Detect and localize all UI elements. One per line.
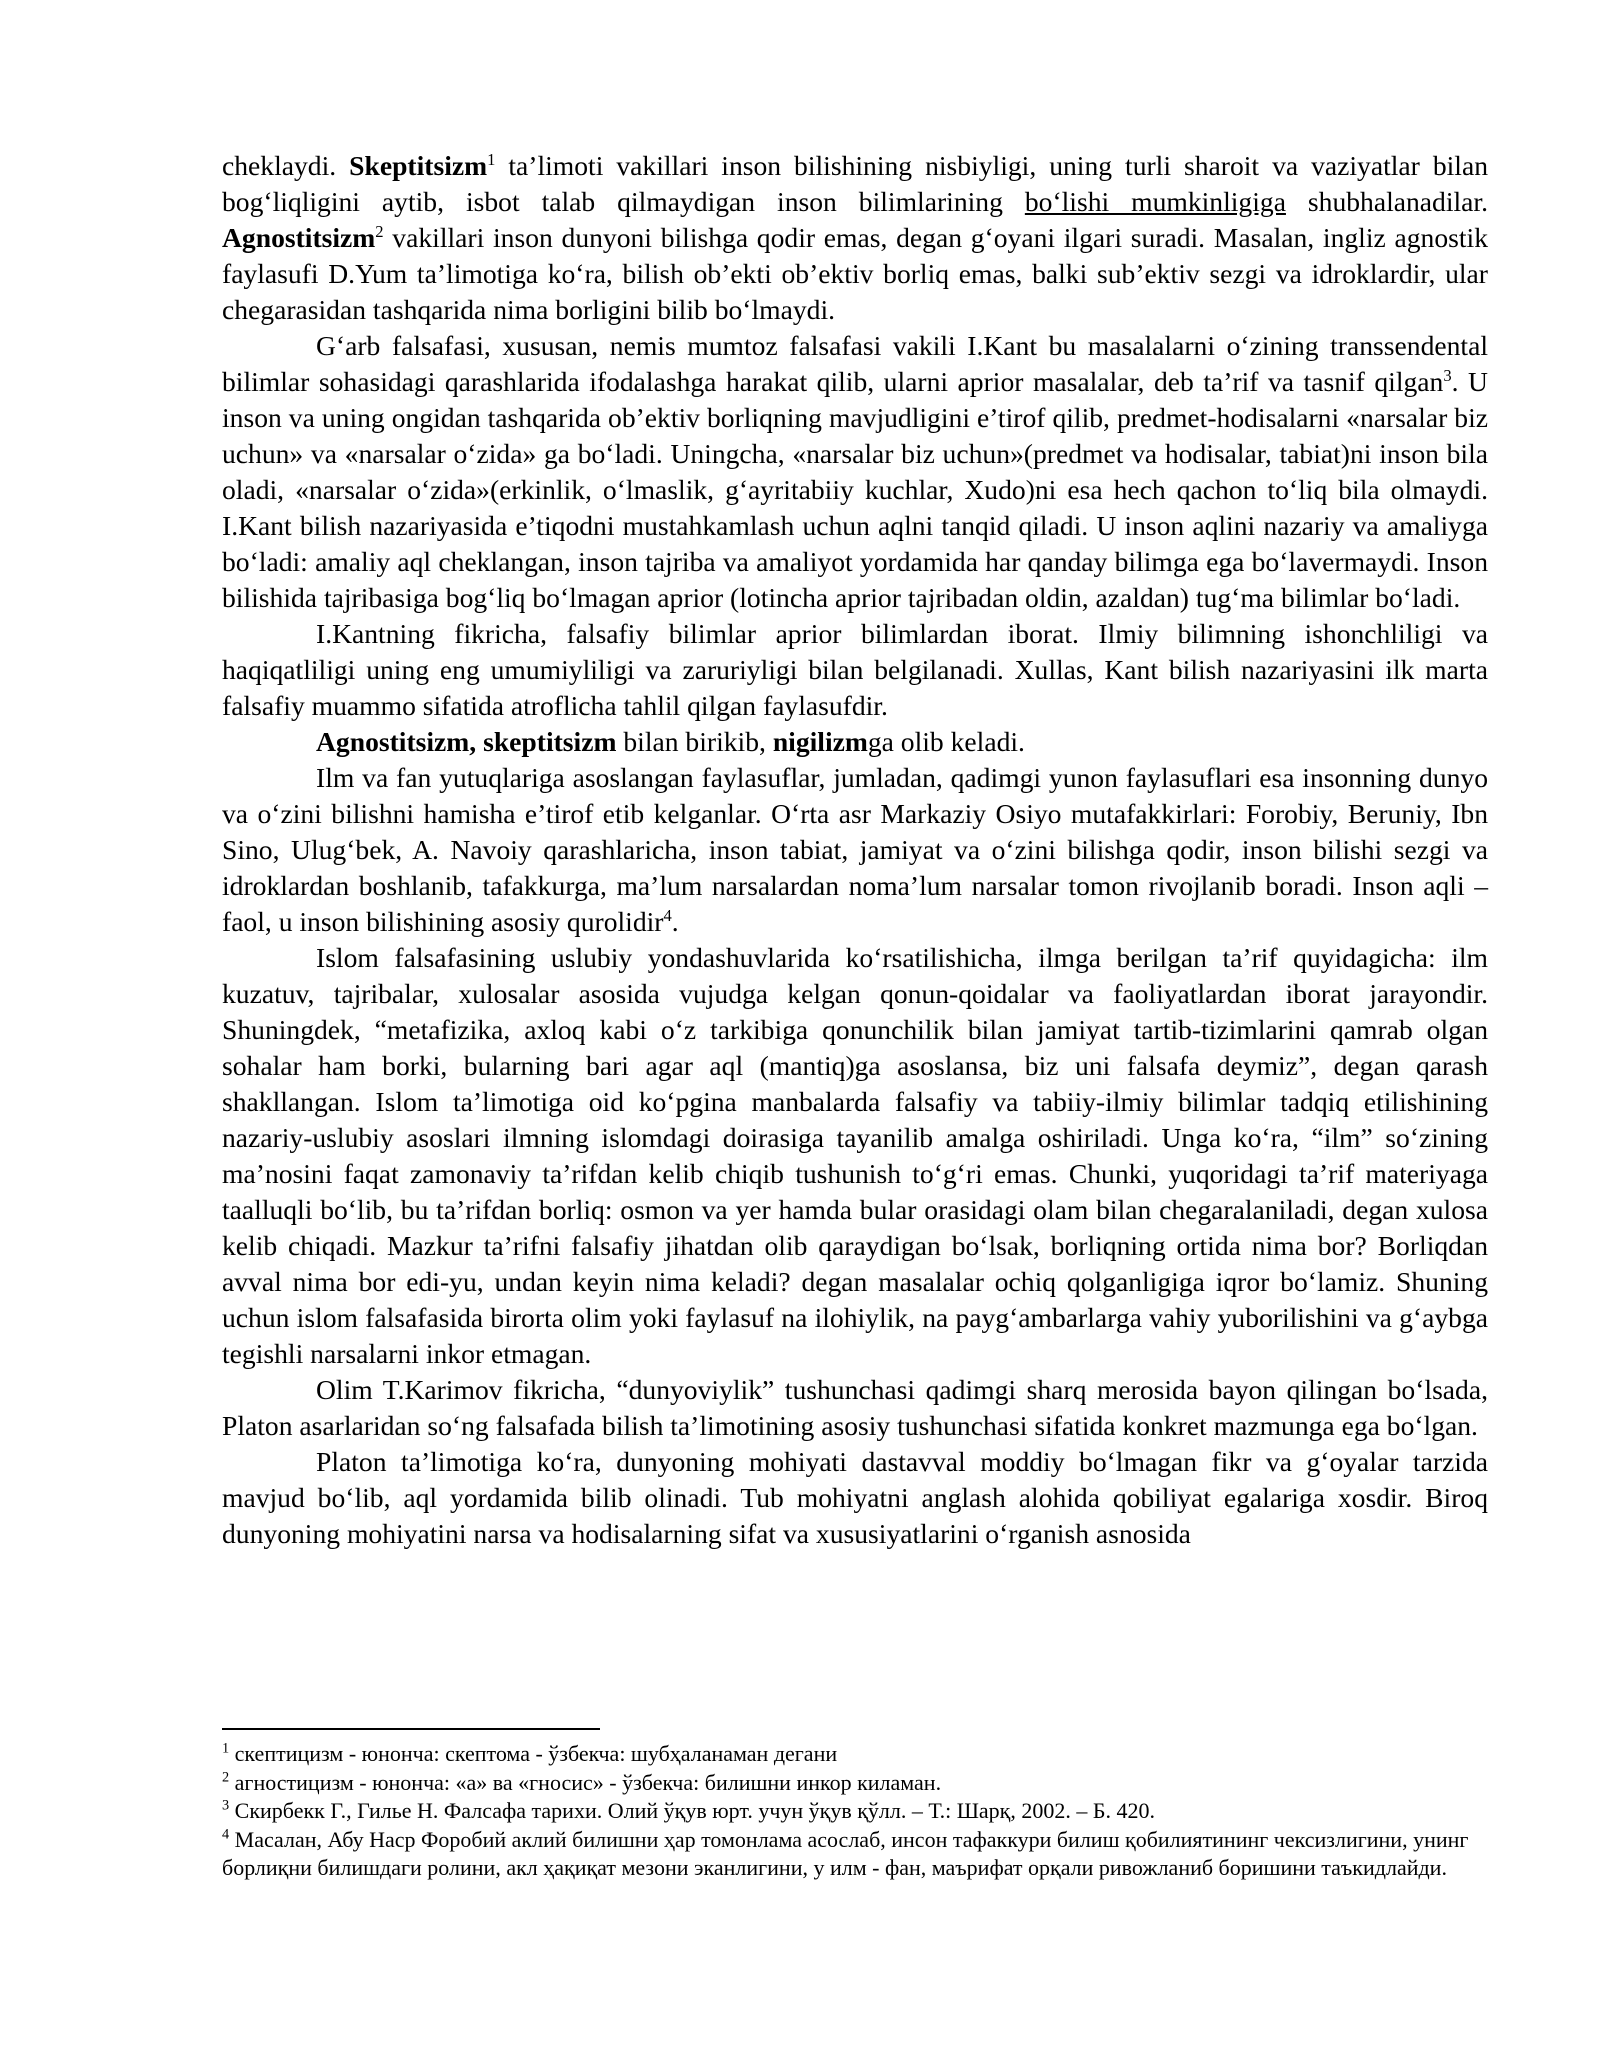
text-run: Ilm va fan yutuqlariga asoslangan faylasuflar, jumladan, qadimgi yunon faylasuflari esa insonning dunyo va o‘zini bilishni hamisha e’tirof etib kelganlar. O‘rta asr Markaziy Osiyo mutafakkirlari: Forobiy, Beruniy, Ibn Sino, Ulug‘bek, A. Navoiy qarashlaricha, inson tabiat, jamiyat va o‘zini bilishga qodir, inson bilishi sezgi va idroklardan boshlanib, tafakkurga, ma’lum narsalardan noma’lum narsalar tomon rivojlanib boradi. Inson aqli – faol, u inson bilishining asosiy qurolidir bbox=[222, 762, 1488, 937]
footnote-number: 3 bbox=[222, 1797, 230, 1814]
footnote-text: агностицизм - юнонча: «а» ва «гносис» - ўзбекча: билишни инкор киламан. bbox=[229, 1769, 942, 1795]
footnotes bbox=[222, 1740, 1488, 1883]
text-run: G‘arb falsafasi, xususan, nemis mumtoz falsafasi vakili I.Kant bu masalalarni o‘zining transsendental bilimlar sohasidagi qarashlarida ifodalashga harakat qilib, ularni aprior masalalar, deb ta’rif va tasnif qilgan bbox=[222, 330, 1488, 397]
text-run: bilan birikib, bbox=[616, 726, 773, 757]
footnote-separator bbox=[222, 1728, 600, 1730]
footnote-text: скептицизм - юнонча: скептома - ўзбекча: шубҳаланаман дегани bbox=[229, 1741, 838, 1766]
footnote-number: 4 bbox=[222, 1826, 230, 1843]
paragraph-8: Platon ta’limotiga ko‘ra, dunyoning mohiyati dastavval moddiy bo‘lmagan fikr va g‘oyalar tarzida mavjud bo‘lib, aql yordamida bilib olinadi. Tub mohiyatni anglash alohida qobiliyat egalariga xosdir. Biroq dunyoning mohiyatini narsa va hodisalarning sifat va xususiyatlarini o‘rganish asnosida bbox=[222, 1446, 1488, 1549]
document-body bbox=[222, 148, 1488, 1552]
text-run: . U inson va uning ongidan tashqarida ob’ektiv borliqning mavjudligini e’tirof qilib, predmet-hodisalarni «narsalar biz uchun» va «narsalar o‘zida» ga bo‘ladi. Uningcha, «narsalar biz uchun»(predmet va hodisalar, tabiat)ni inson bila oladi, «narsalar o‘zida»(erkinlik, o‘lmaslik, g‘ayritabiiy kuchlar, Xudo)ni esa hech qachon to‘liq bila olmaydi. I.Kant bilish nazariyasida e’tiqodni mustahkamlash uchun aqlni tanqid qiladi. U inson aqlini nazariy va amaliyga bo‘ladi: amaliy aql cheklangan, inson tajriba va amaliyot yordamida har qanday bilimga ega bo‘lavermaydi. Inson bilishida tajribasiga bog‘liq bo‘lmagan aprior (lotincha aprior tajribadan oldin, azaldan) tug‘ma bilimlar bo‘ladi. bbox=[222, 366, 1488, 613]
paragraph-1 bbox=[222, 148, 1488, 328]
footnote-1 bbox=[222, 1740, 1488, 1769]
term-agnostitsizm-skeptitsizm: Agnostitsizm, skeptitsizm bbox=[316, 726, 617, 757]
paragraph-4 bbox=[222, 724, 1488, 760]
footnote-4 bbox=[222, 1826, 1488, 1883]
term-agnostitsizm: Agnostitsizm bbox=[222, 222, 376, 253]
underlined-phrase: bo‘lishi mumkinligiga bbox=[1024, 186, 1286, 217]
text-run: . bbox=[671, 906, 679, 937]
term-skeptitsizm: Skeptitsizm bbox=[349, 150, 488, 181]
paragraph-6: Islom falsafasining uslubiy yondashuvlarida ko‘rsatilishicha, ilmga berilgan ta’rif quyidagicha: ilm kuzatuv, tajribalar, xulosalar asosida vujudga kelgan qonun-qoidalar va faoliyatlardan iborat jarayondir. Shuningdek, “metafizika, axloq kabi o‘z tarkibiga qonunchilik bilan jamiyat tartib-tizimlarini qamrab olgan sohalar ham borki, bularning bari agar aql (mantiq)ga asoslansa, biz uni falsafa deymiz”, degan qarash shakllangan. Islom ta’limotiga oid ko‘pgina manbalarda falsafiy va tabiiy-ilmiy bilimlar tadqiq etilishining nazariy-uslubiy asoslari ilmning islomdagi doirasiga tayanilib amalga oshiriladi. Unga ko‘ra, “ilm” so‘zining ma’nosini faqat zamonaviy ta’rifdan kelib chiqib tushunish to‘g‘ri emas. Chunki, yuqoridagi ta’rif materiyaga taalluqli bo‘lib, bu ta’rifdan borliq: osmon va yer hamda bular orasidagi olam bilan chegaralaniladi, degan xulosa kelib chiqadi. Mazkur ta’rifni falsafiy jihatdan olib qaraydigan bo‘lsak, borliqning ortida nima bor? Borliqdan avval nima bor edi-yu, undan keyin nima keladi? degan masalalar ochiq qolganligiga iqror bo‘lamiz. Shuning uchun islom falsafasida birorta olim yoki faylasuf na ilohiylik, na payg‘ambarlarga vahiy yuborilishini va g‘aybga tegishli narsalarni inkor etmagan. bbox=[222, 942, 1488, 1369]
term-nigilizm: nigilizm bbox=[772, 726, 868, 757]
footnote-2 bbox=[222, 1769, 1488, 1798]
footnote-number: 2 bbox=[222, 1769, 230, 1786]
footnote-text: Скирбекк Г., Гилье Н. Фалсафа тарихи. Олий ўқув юрт. учун ўқув қўлл. – Т.: Шарқ, 2002. – Б. 420. bbox=[229, 1798, 1156, 1823]
paragraph-5 bbox=[222, 760, 1488, 940]
footnote-3 bbox=[222, 1797, 1488, 1826]
footnote-ref-4[interactable]: 4 bbox=[663, 905, 672, 925]
paragraph-7: Olim T.Karimov fikricha, “dunyoviylik” tushunchasi qadimgi sharq merosida bayon qilingan bo‘lsada, Platon asarlaridan so‘ng falsafada bilish ta’limotining asosiy tushunchasi sifatida konkret mazmunga ega bo‘lgan. bbox=[222, 1374, 1488, 1441]
text-run: shubhalanadilar. bbox=[1285, 186, 1488, 217]
footnote-number: 1 bbox=[222, 1740, 230, 1757]
footnote-text: Масалан, Абу Наср Форобий аклий билишни ҳар томонлама асослаб, инсон тафаккури билиш қобилиятининг чексизлигини, унинг борлиқни билишдаги ролини, акл ҳақиқат мезони эканлигини, у илм - фан, маърифат орқали ривожланиб боришини таъкидлайди. bbox=[222, 1826, 1469, 1880]
footnote-ref-2[interactable]: 2 bbox=[375, 221, 384, 241]
text-run: ta’limoti vakillari inson bilishining nisbiyligi, uning turli sharoit va vaziyatlar bilan bog‘liqligini aytib, isbot talab qilmaydigan inson bilimlarining bbox=[222, 150, 1488, 217]
footnote-ref-1[interactable]: 1 bbox=[487, 149, 496, 169]
paragraph-2 bbox=[222, 328, 1488, 616]
text-run: vakillari inson dunyoni bilishga qodir emas, degan g‘oyani ilgari suradi. Masalan, ingliz agnostik faylasufi D.Yum ta’limotiga ko‘ra, bilish ob’ekti ob’ektiv borliq emas, balki sub’ektiv sezgi va idroklardir, ular chegarasidan tashqarida nima borligini bilib bo‘lmaydi. bbox=[222, 222, 1488, 325]
text-run: cheklaydi. bbox=[222, 150, 350, 181]
footnote-ref-3[interactable]: 3 bbox=[1443, 365, 1452, 385]
text-run: ga olib keladi. bbox=[867, 726, 1025, 757]
paragraph-3: I.Kantning fikricha, falsafiy bilimlar aprior bilimlardan iborat. Ilmiy bilimning ishonchliligi va haqiqatliligi uning eng umumiyliligi va zaruriyligi bilan belgilanadi. Xullas, Kant bilish nazariyasini ilk marta falsafiy muammo sifatida atroflicha tahlil qilgan faylasufdir. bbox=[222, 618, 1488, 721]
